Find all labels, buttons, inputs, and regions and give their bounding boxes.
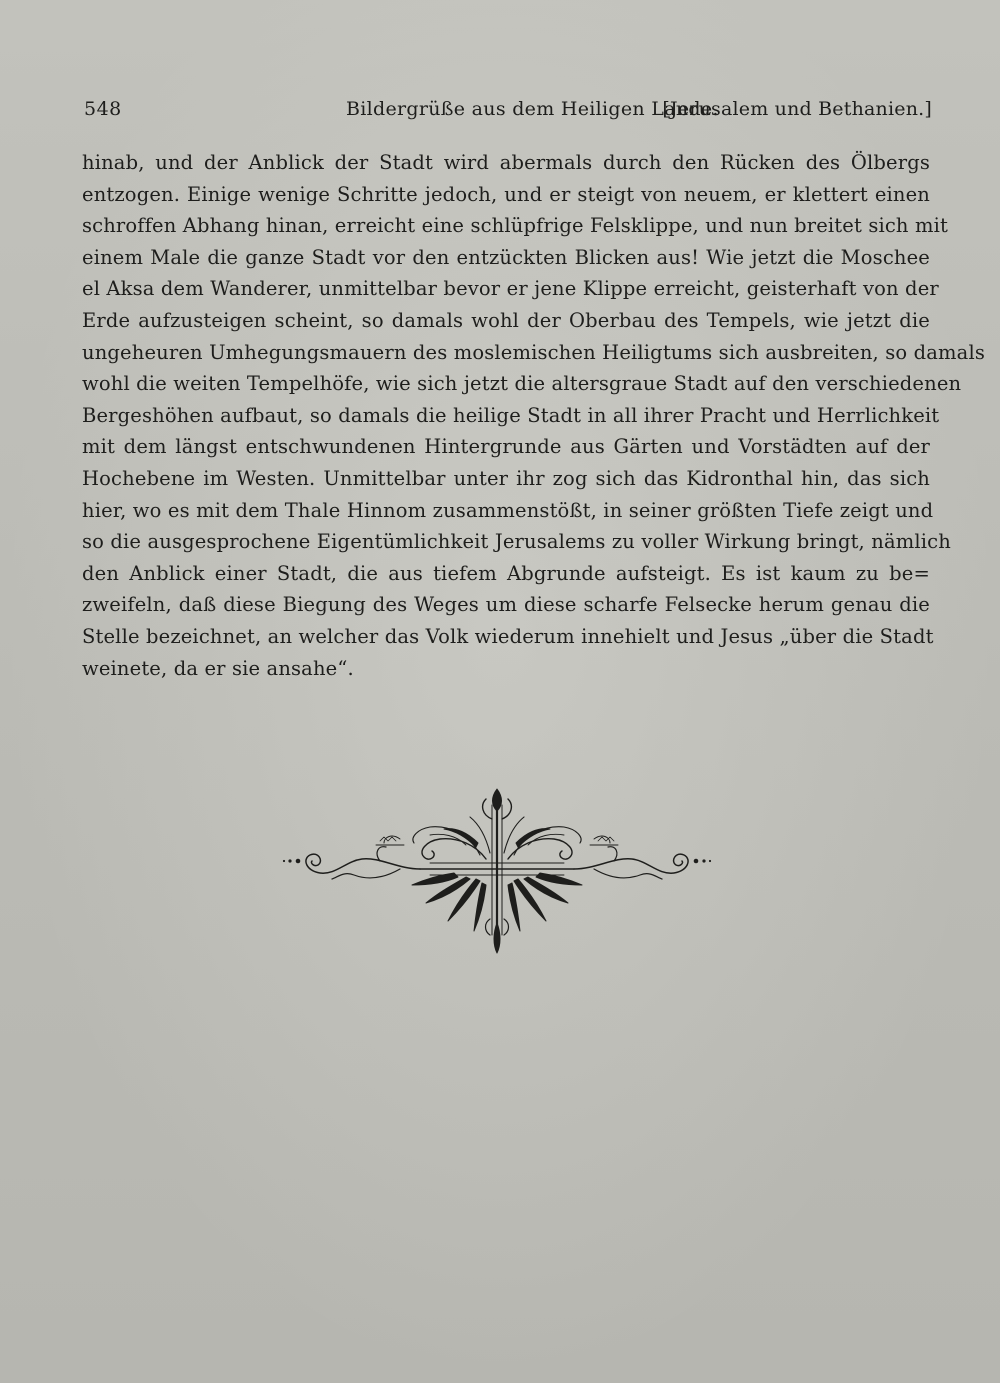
- page-header: [84, 98, 932, 128]
- text-line: mit dem längst entschwundenen Hintergrunde aus Gärten und Vorstädten auf der: [82, 435, 930, 459]
- text-line: Bergeshöhen aufbaut, so damals die heilige Stadt in all ihrer Pracht und Herrlichkeit: [82, 403, 940, 427]
- text-line: wohl die weiten Tempelhöfe, wie sich jetzt die altersgraue Stadt auf den verschiedenen: [82, 372, 962, 396]
- body-text: [82, 147, 985, 684]
- text-line: entzogen. Einige wenige Schritte jedoch, und er steigt von neuem, er klettert einen: [82, 182, 930, 206]
- page-number: 548: [84, 98, 122, 120]
- text-line: ungeheuren Umhegungsmauern des moslemischen Heiligtums sich ausbreiten, so damals: [82, 340, 985, 364]
- text-line: zweifeln, daß diese Biegung des Weges um diese scharfe Felsecke herum genau die: [82, 593, 930, 617]
- text-line: hier, wo es mit dem Thale Hinnom zusammenstößt, in seiner größten Tiefe zeigt und: [82, 498, 934, 522]
- text-line: el Aksa dem Wanderer, unmittelbar bevor er jene Klippe erreicht, geisterhaft von der: [82, 277, 939, 301]
- running-title: Bildergrüße aus dem Heiligen Lande.: [346, 98, 719, 120]
- floral-vignette-icon: [280, 785, 715, 955]
- text-line: Stelle bezeichnet, an welcher das Volk wiederum innehielt und Jesus „über die Stadt: [82, 624, 934, 648]
- text-line: Hochebene im Westen. Unmittelbar unter ihr zog sich das Kidronthal hin, das sich: [82, 466, 930, 490]
- text-line: so die ausgesprochene Eigentümlichkeit Jerusalems zu voller Wirkung bringt, nämlich: [82, 530, 951, 554]
- text-line: den Anblick einer Stadt, die aus tiefem Abgrunde aufsteigt. Es ist kaum zu be=: [82, 561, 930, 585]
- text-line: hinab, und der Anblick der Stadt wird abermals durch den Rücken des Ölbergs: [82, 151, 930, 174]
- text-line: weinete, da er sie ansahe“.: [82, 656, 354, 680]
- text-line: schroffen Abhang hinan, erreicht eine schlüpfrige Felsklippe, und nun breitet sich mit: [82, 214, 949, 238]
- section-label: [Jerusalem und Bethanien.]: [662, 98, 932, 120]
- text-line: Erde aufzusteigen scheint, so damals wohl der Oberbau des Tempels, wie jetzt die: [82, 308, 930, 332]
- text-line: einem Male die ganze Stadt vor den entzückten Blicken aus! Wie jetzt die Moschee: [82, 245, 930, 269]
